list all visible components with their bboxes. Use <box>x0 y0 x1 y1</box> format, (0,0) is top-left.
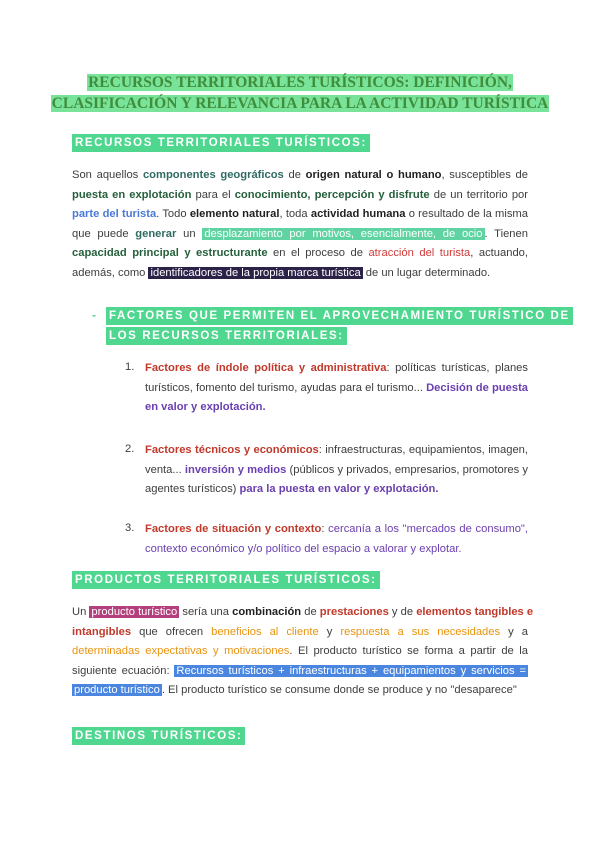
recursos-definition-paragraph <box>72 166 528 283</box>
factor-item-politica <box>145 359 528 418</box>
item-line: venta... inversión y medios (públicos y privados, empresarios, promotores y <box>145 463 529 476</box>
factor-item-situacion <box>145 520 528 559</box>
factors-heading-line-2: LOS RECURSOS TERRITORIALES: <box>106 327 347 345</box>
item-line: agentes turísticos) para la puesta en valor y explotación. <box>145 483 439 495</box>
section-heading-destinos: DESTINOS TURÍSTICOS: <box>72 727 245 745</box>
bullet-dash: - <box>92 308 96 322</box>
factor-item-tecnicos <box>145 441 528 500</box>
factors-heading-line-1: FACTORES QUE PERMITEN EL APROVECHAMIENTO TURÍSTICO DE <box>106 307 573 325</box>
title-line-2: CLASIFICACIÓN Y RELEVANCIA PARA LA ACTIVIDAD TURÍSTICA <box>51 95 549 112</box>
section-heading-productos: PRODUCTOS TERRITORIALES TURÍSTICOS: <box>72 571 380 589</box>
para-line: siguiente ecuación: Recursos turísticos + infraestructuras + equipamientos y servicios = <box>72 664 526 677</box>
para-line: que puede generar un desplazamiento por motivos, esencialmente, de ocio . Tienen <box>72 227 528 240</box>
document-title <box>0 72 600 114</box>
para-line: puesta en explotación para el conocimiento, percepción y disfrute de un territorio por <box>72 188 528 201</box>
para-line: producto turístico . El producto turístico se consume donde se produce y no "desaparece" <box>74 684 517 696</box>
item-line: turísticos, fomento del turismo, ayudas para el turismo... Decisión de puesta <box>145 381 529 394</box>
para-line: capacidad principal y estructurante en el proceso de atracción del turista, actuando, <box>72 247 528 259</box>
para-line: Un producto turístico sería una combinación de prestaciones y de elementos tangibles e <box>72 606 534 618</box>
title-line-1: RECURSOS TERRITORIALES TURÍSTICOS: DEFINICIÓN, <box>88 74 512 91</box>
item-line: en valor y explotación. <box>145 401 266 413</box>
list-number: 2. <box>125 443 135 455</box>
section-heading-recursos: RECURSOS TERRITORIALES TURÍSTICOS: <box>72 134 370 152</box>
item-line: contexto económico y/o político del espacio a valorar y explotar. <box>145 542 462 555</box>
list-number: 3. <box>125 522 135 534</box>
item-line: Factores técnicos y económicos: infraestructuras, equipamientos, imagen, <box>145 444 528 456</box>
para-line: además, como identificadores de la propia marca turística de un lugar determinado. <box>72 266 491 279</box>
para-line: intangibles que ofrecen beneficios al cliente y respuesta a sus necesidades y a <box>72 625 528 638</box>
item-line: Factores de situación y contexto: cercanía a los "mercados de consumo", <box>145 523 529 535</box>
para-line: determinadas expectativas y motivaciones. El producto turístico se forma a partir de la <box>72 645 528 657</box>
producto-definition-paragraph <box>72 603 534 701</box>
para-line: Son aquellos componentes geográficos de origen natural o humano, susceptibles de <box>72 169 528 181</box>
list-number: 1. <box>125 361 135 373</box>
para-line: parte del turista. Todo elemento natural, toda actividad humana o resultado de la misma <box>72 208 528 220</box>
item-line: Factores de índole política y administrativa: políticas turísticas, planes <box>145 362 528 374</box>
